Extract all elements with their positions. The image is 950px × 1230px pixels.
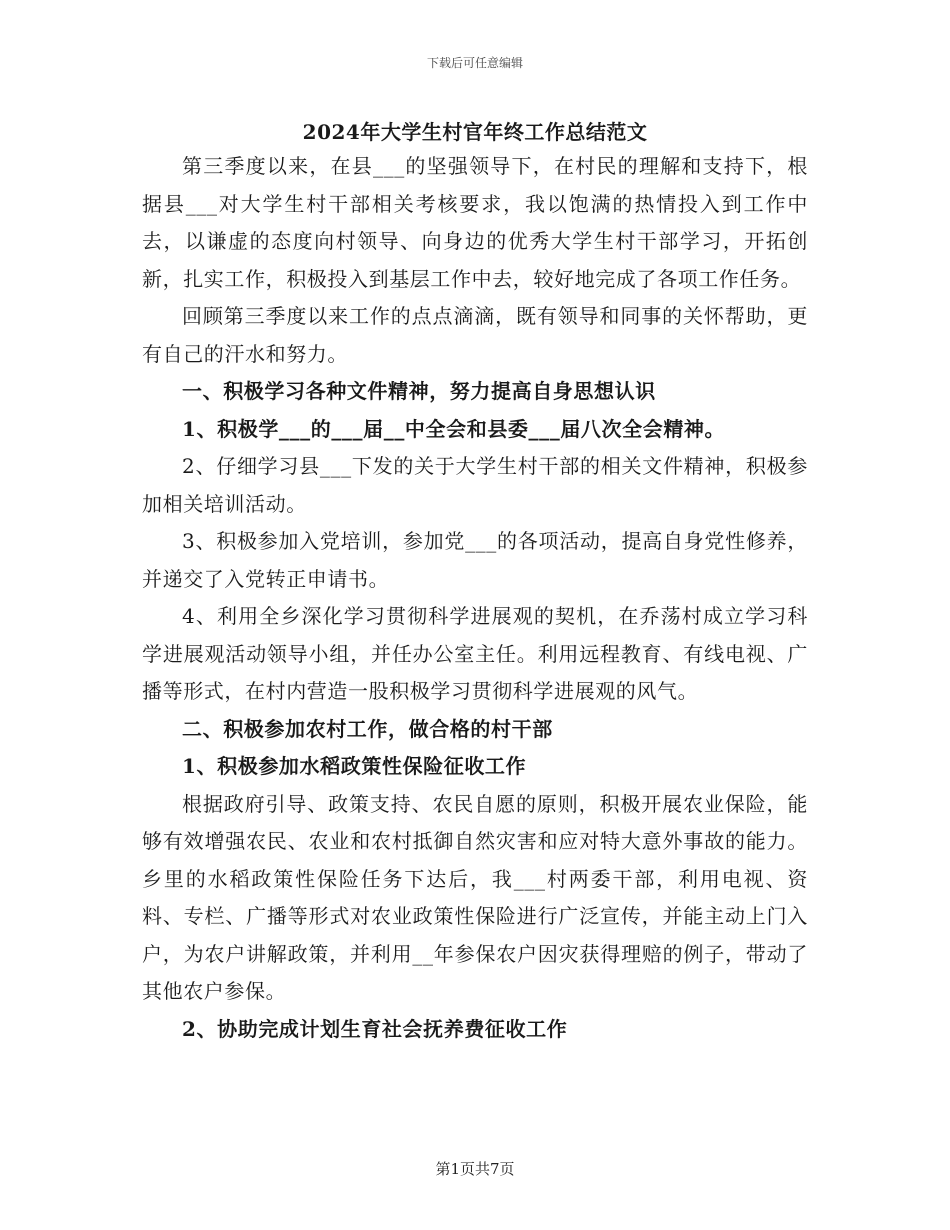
intro-paragraph: 第三季度以来，在县___的坚强领导下，在村民的理解和支持下，根据县___对大学生村干部相关考核要求，我以饱满的热情投入到工作中去，以谦虚的态度向村领导、向身边的优秀大学生村干部学习，开拓创新，扎实工作，积极投入到基层工作中去，较好地完成了各项工作任务。	[142, 154, 808, 291]
study-item-3: 3、积极参加入党培训，参加党___的各项活动，提高自身党性修养，并递交了入党转正申请书。	[142, 529, 808, 591]
document-title: 2024年大学生村官年终工作总结范文	[302, 120, 648, 144]
study-item-4: 4、利用全乡深化学习贯彻科学进展观的契机，在乔荡村成立学习科学进展观活动领导小组，并任办公室主任。利用远程教育、有线电视、广播等形式，在村内营造一股积极学习贯彻科学进展观的风气。	[142, 604, 808, 703]
work-item-1-paragraph: 根据政府引导、政策支持、农民自愿的原则，积极开展农业保险，能够有效增强农民、农业和农村抵御自然灾害和应对特大意外事故的能力。乡里的水稻政策性保险任务下达后，我___村两委干部，利用电视、资料、专栏、广播等形式对农业政策性保险进行广泛宣传，并能主动上门入户，为农户讲解政策，并利用__年参保农户因灾获得理赔的例子，带动了其他农户参保。	[142, 791, 808, 1003]
document-body	[142, 148, 808, 1048]
page-header-note: 下载后可任意编辑	[426, 56, 523, 70]
study-item-2: 2、仔细学习县___下发的关于大学生村干部的相关文件精神，积极参加相关培训活动。	[142, 454, 808, 516]
section-heading-study: 一、积极学习各种文件精神，努力提高自身思想认识	[182, 379, 656, 403]
work-item-2-heading: 2、协助完成计划生育社会抚养费征收工作	[182, 1016, 568, 1041]
page-footer: 第1页共7页	[435, 1160, 515, 1178]
section-heading-rural-work: 二、积极参加农村工作，做合格的村干部	[182, 716, 553, 741]
review-paragraph: 回顾第三季度以来工作的点点滴滴，既有领导和同事的关怀帮助，更有自己的汗水和努力。	[142, 304, 808, 366]
work-item-1-heading: 1、积极参加水稻政策性保险征收工作	[182, 754, 527, 778]
study-item-1: 1、积极学___的___届__中全会和县委___届八次全会精神。	[182, 416, 726, 441]
